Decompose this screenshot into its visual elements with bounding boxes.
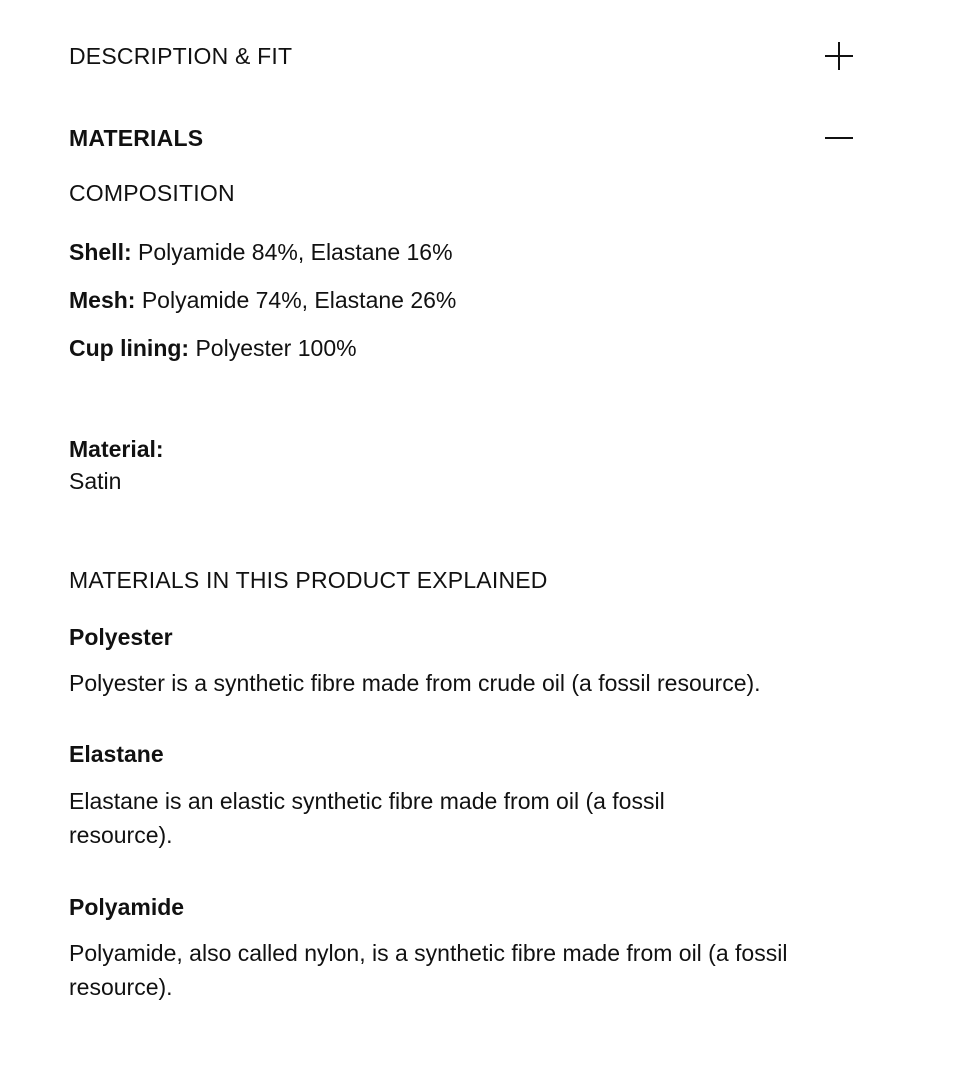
- composition-value: Polyamide 84%, Elastane 16%: [138, 239, 453, 265]
- explained-title-elastane: Elastane: [69, 741, 164, 767]
- composition-value: Polyester 100%: [195, 335, 357, 361]
- composition-value: Polyamide 74%, Elastane 26%: [141, 287, 457, 313]
- accordion-title-description-fit: DESCRIPTION & FIT: [69, 42, 293, 69]
- minus-icon[interactable]: [823, 122, 855, 154]
- composition-item-cup-lining: [69, 335, 357, 362]
- plus-icon[interactable]: [823, 40, 855, 72]
- explained-title-polyester: Polyester: [69, 624, 173, 650]
- composition-item-mesh: [69, 287, 456, 314]
- explained-text-elastane: Elastane is an elastic synthetic fibre made from oil (a fossil resource).: [69, 788, 665, 848]
- accordion-description-fit[interactable]: [69, 36, 855, 76]
- composition-label: Shell:: [69, 239, 132, 265]
- composition-item-shell: [69, 239, 453, 266]
- explained-text-polyester: Polyester is a synthetic fibre made from crude oil (a fossil resource).: [69, 670, 761, 696]
- explained-title-polyamide: Polyamide: [69, 894, 185, 920]
- composition-label: Cup lining:: [69, 335, 190, 361]
- accordion-title-materials: MATERIALS: [69, 124, 204, 151]
- composition-heading: COMPOSITION: [69, 180, 235, 206]
- accordion-materials[interactable]: [69, 118, 855, 158]
- explained-text-polyamide: Polyamide, also called nylon, is a synthetic fibre made from oil (a fossil resource).: [69, 940, 788, 1000]
- materials-explained-heading: MATERIALS IN THIS PRODUCT EXPLAINED: [69, 567, 548, 593]
- material-label: Material:: [69, 436, 164, 462]
- composition-label: Mesh:: [69, 287, 136, 313]
- material-block: [69, 433, 164, 497]
- material-value: Satin: [69, 468, 122, 494]
